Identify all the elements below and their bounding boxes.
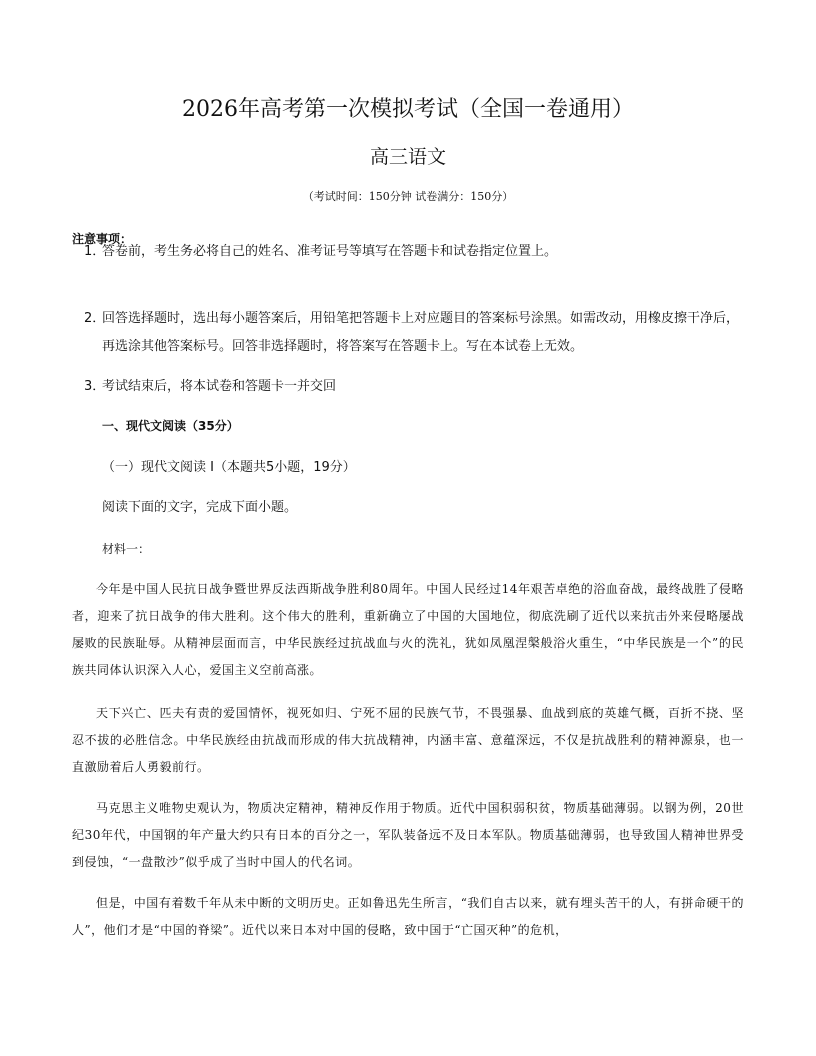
material-paragraph-1: 今年是中国人民抗日战争暨世界反法西斯战争胜利80周年。中国人民经过14年艰苦卓绝的浴血奋战，最终战胜了侵略者，迎来了抗日战争的伟大胜利。这个伟大的胜利，重新确立了中国的大国地位，彻底洗刷了近代以来抗击外来侵略屡战屡败的民族耻辱。从精神层面而言，中华民族经过抗战血与火的洗礼，犹如凤凰涅槃般浴火重生，“中华民族是一个”的民族共同体认识深入人心，爱国主义空前高涨。 — [72, 582, 744, 677]
material-paragraph-2: 天下兴亡、匹夫有责的爱国情怀，视死如归、宁死不屈的民族气节，不畏强暴、血战到底的英雄气概，百折不挠、坚忍不拔的必胜信念。中华民族经由抗战而形成的伟大抗战精神，内涵丰富、意蕴深远，不仅是抗战胜利的精神源泉，也一直激励着后人勇毅前行。 — [72, 706, 744, 774]
notes-heading: 注意事项： — [72, 232, 133, 246]
section-heading: 一、现代文阅读（35分） — [102, 419, 239, 433]
note-number: 1． — [84, 244, 106, 259]
note-item-2 — [84, 305, 742, 361]
note-number: 3． — [84, 379, 106, 394]
note-item-3 — [84, 373, 742, 401]
note-text: 考试结束后，将本试卷和答题卡一并交回 — [102, 379, 337, 394]
note-text: 回答选择题时，选出每小题答案后，用铅笔把答题卡上对应题目的答案标号涂黑。如需改动，用橡皮擦干净后，再选涂其他答案标号。回答非选择题时，将答案写在答题卡上。写在本试卷上无效。 — [102, 311, 740, 354]
material-paragraph-3: 马克思主义唯物史观认为，物质决定精神，精神反作用于物质。近代中国积弱积贫，物质基础薄弱。以钢为例，20世纪30年代，中国钢的年产量大约只有日本的百分之一，军队装备远不及日本军队。物质基础薄弱，也导致国人精神世界受到侵蚀，“一盘散沙”似乎成了当时中国人的代名词。 — [72, 801, 744, 869]
exam-subject: 高三语文 — [369, 146, 446, 168]
exam-time-score-info: （考试时间：150分钟 试卷满分：150分） — [302, 190, 514, 203]
material-label: 材料一： — [102, 542, 151, 556]
note-number: 2． — [84, 311, 106, 326]
subsection-heading: （一）现代文阅读 I（本题共5小题，19分） — [102, 460, 356, 475]
material-paragraph-4: 但是，中国有着数千年从未中断的文明历史。正如鲁迅先生所言，“我们自古以来，就有埋头苦干的人，有拼命硬干的人”，他们才是“中国的脊梁”。近代以来日本对中国的侵略，致中国于“亡国灭种”的危机， — [72, 896, 744, 937]
exam-title: 2026年高考第一次模拟考试（全国一卷通用） — [182, 97, 634, 122]
note-text: 答卷前，考生务必将自己的姓名、准考证号等填写在答题卡和试卷指定位置上。 — [102, 244, 558, 259]
note-item-1 — [84, 238, 742, 266]
reading-instruction: 阅读下面的文字，完成下面小题。 — [102, 500, 298, 515]
